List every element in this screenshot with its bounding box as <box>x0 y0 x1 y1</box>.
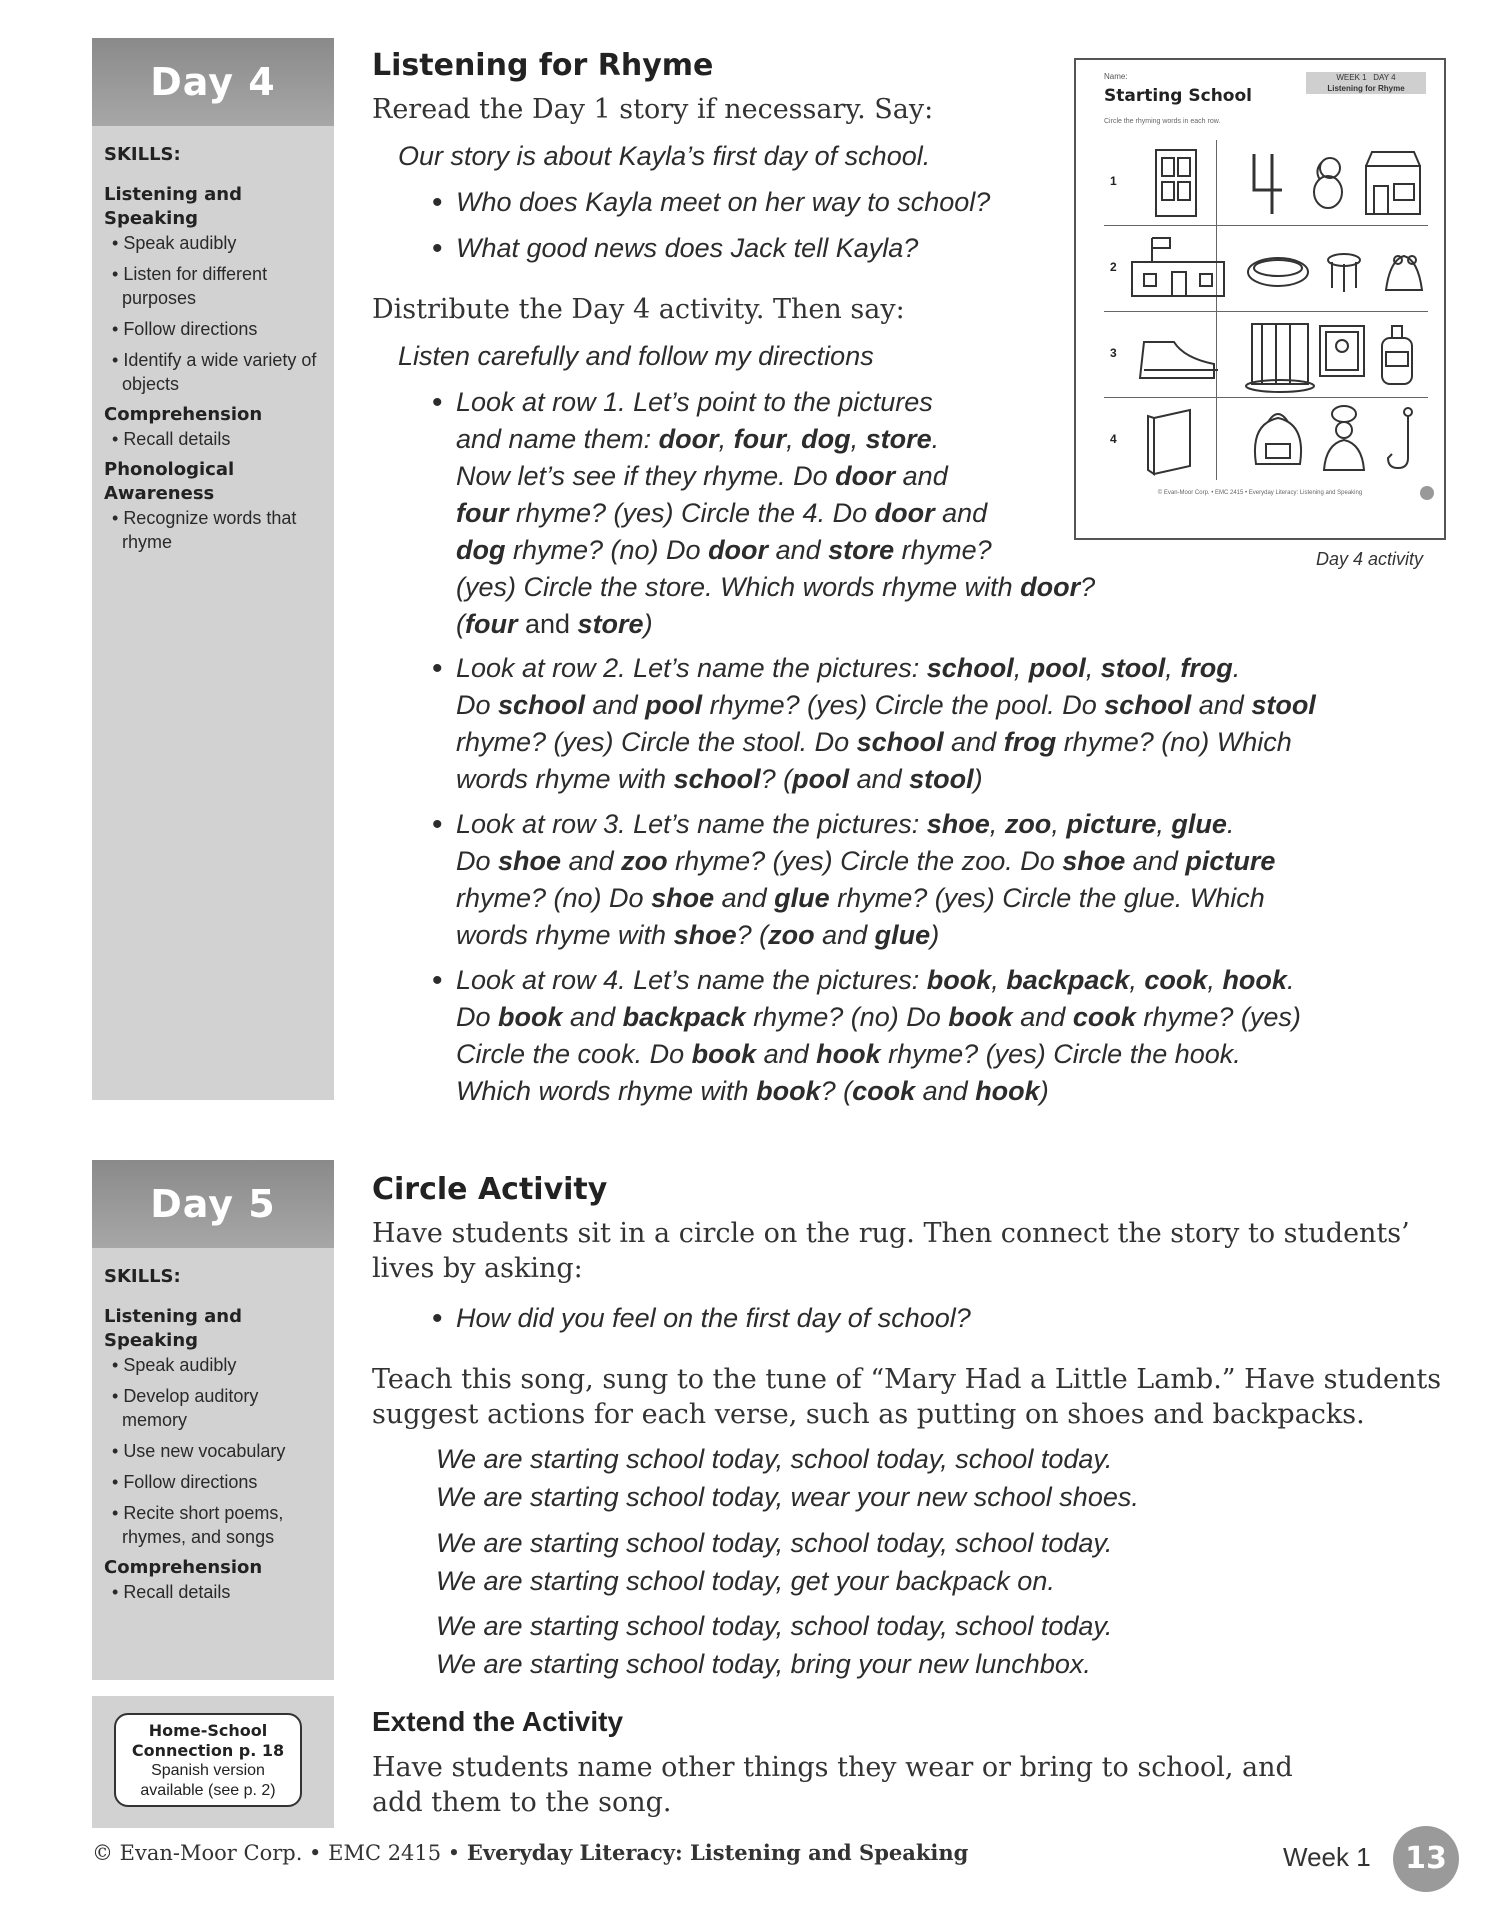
worksheet-caption: Day 4 activity <box>1316 549 1424 569</box>
extend-text: Have students name other things they wear or bring to school, and add them to the song. <box>372 1752 1293 1818</box>
worksheet-page-badge-icon <box>1420 486 1434 500</box>
book-icon <box>1148 410 1190 474</box>
day5-skills <box>92 1248 334 1621</box>
day4-question: • What good news does Jack tell Kayla? <box>428 230 918 267</box>
page-footer: © Evan-Moor Corp. • EMC 2415 • Everyday Literacy: Listening and Speaking <box>92 1840 969 1865</box>
worksheet-footer: © Evan-Moor Corp. • EMC 2415 • Everyday Literacy: Listening and Speaking <box>1157 490 1363 496</box>
row3-instructions: • Look at row 3. Let’s name the pictures: shoe, zoo, picture, glue. Do shoe and zoo rhyme? (yes) Circle the zoo. Do shoe and picture rhyme? (no) Do shoe and glue rhyme? (yes) Circle the glue. Which words rhyme with shoe? (zoo and glue) <box>428 806 1476 954</box>
store-icon <box>1366 152 1420 214</box>
skill-item: • Listen for different purposes <box>104 262 324 310</box>
day4-skills <box>92 126 334 571</box>
day5-teach: Teach this song, sung to the tune of “Mary Had a Little Lamb.” Have students suggest actions for each verse, such as putting on shoes and backpacks. <box>372 1364 1442 1430</box>
day5-question: • How did you feel on the first day of school? <box>428 1300 971 1337</box>
dog-icon <box>1314 158 1342 208</box>
skill-item: • Recite short poems, rhymes, and songs <box>104 1501 324 1549</box>
day4-header: Day 4 <box>92 38 334 126</box>
row2-pictures-icon <box>1104 226 1428 311</box>
worksheet-tag: WEEK 1 DAY 4 Listening for Rhyme <box>1306 72 1426 94</box>
worksheet-row: 2 <box>1104 226 1428 312</box>
row1-instructions: • Look at row 1. Let’s point to the pictures and name them: door, four, dog, store. Now let’s see if they rhyme. Do door and four rhyme? (yes) Circle the 4. Do door and dog rhyme? (no) Do door and store rhyme? (yes) Circle the store. Which words rhyme with door? (four and store) <box>428 384 1236 643</box>
frog-icon <box>1386 256 1422 290</box>
stool-icon <box>1328 254 1360 292</box>
day5-section-title: Circle Activity <box>372 1172 608 1207</box>
skill-item: • Develop auditory memory <box>104 1384 324 1432</box>
worksheet-title: Starting School <box>1104 86 1252 106</box>
song-verse-2: We are starting school today, school today, school today. We are starting school today, get your backpack on. <box>436 1528 1113 1596</box>
skill-item: • Recognize words that rhyme <box>104 506 324 554</box>
skills-label: SKILLS: <box>104 144 181 165</box>
day4-listen: Listen carefully and follow my directions <box>398 341 874 371</box>
song-verse-1: We are starting school today, school today, school today. We are starting school today, wear your new school shoes. <box>436 1444 1139 1512</box>
glue-icon <box>1382 326 1412 384</box>
skill-item: • Identify a wide variety of objects <box>104 348 324 396</box>
worksheet-name-label: Name: <box>1104 72 1128 81</box>
extend-title: Extend the Activity <box>372 1706 624 1737</box>
day4-section-title: Listening for Rhyme <box>372 48 714 83</box>
worksheet-directions: Circle the rhyming words in each row. <box>1104 118 1221 125</box>
skill-category: Comprehension <box>104 1557 263 1578</box>
hook-icon <box>1388 408 1412 468</box>
row4-pictures-icon <box>1104 398 1428 483</box>
page-number: 13 <box>1393 1826 1459 1892</box>
skill-item: • Follow directions <box>104 317 324 341</box>
song-verse-3: We are starting school today, school today, school today. We are starting school today, bring your new lunchbox. <box>436 1611 1113 1679</box>
skill-category: Phonological Awareness <box>104 459 235 504</box>
picture-icon <box>1320 326 1364 376</box>
door-icon <box>1156 150 1196 216</box>
home-school-note: Spanish version <box>151 1762 265 1779</box>
worksheet-row: 1 <box>1104 140 1428 226</box>
day4-sidebar <box>92 38 334 1100</box>
day5-intro: Have students sit in a circle on the rug. Then connect the story to students’ lives by asking: <box>372 1218 1410 1284</box>
four-icon <box>1254 154 1282 214</box>
day4-distribute: Distribute the Day 4 activity. Then say: <box>372 294 905 325</box>
week-label: Week 1 <box>1283 1842 1371 1872</box>
skill-item: • Speak audibly <box>104 1353 324 1377</box>
skill-item: • Recall details <box>104 427 324 451</box>
skill-item: • Follow directions <box>104 1470 324 1494</box>
skill-category: Listening and Speaking <box>104 184 242 229</box>
zoo-icon <box>1246 324 1314 392</box>
home-school-page: Connection p. 18 <box>131 1741 285 1760</box>
shoe-icon <box>1140 342 1218 378</box>
pool-icon <box>1248 258 1308 286</box>
cook-icon <box>1324 406 1364 470</box>
skills-label: SKILLS: <box>104 1266 181 1287</box>
worksheet-grid <box>1104 140 1428 480</box>
row2-instructions: • Look at row 2. Let’s name the pictures: school, pool, stool, frog. Do school and pool rhyme? (yes) Circle the pool. Do school and stool rhyme? (yes) Circle the stool. Do school and frog rhyme? (no) Which words rhyme with school? (pool and stool) <box>428 650 1476 798</box>
home-school-title: Home-School <box>148 1721 268 1740</box>
worksheet-row: 4 <box>1104 398 1428 483</box>
skill-item: • Recall details <box>104 1580 324 1604</box>
home-school-panel <box>92 1696 334 1828</box>
skill-item: • Use new vocabulary <box>104 1439 324 1463</box>
backpack-icon <box>1255 414 1301 464</box>
day4-intro: Reread the Day 1 story if necessary. Say: <box>372 94 934 125</box>
row1-pictures-icon <box>1104 140 1428 225</box>
row4-instructions: • Look at row 4. Let’s name the pictures: book, backpack, cook, hook. Do book and backpack rhyme? (no) Do book and cook rhyme? (yes) Circle the cook. Do book and hook rhyme? (yes) Circle the hook. Which words rhyme with book? (cook and hook) <box>428 962 1476 1110</box>
row3-pictures-icon <box>1104 312 1428 397</box>
day4-story-line: Our story is about Kayla’s first day of school. <box>398 141 931 171</box>
skill-item: • Speak audibly <box>104 231 324 255</box>
day4-activity-worksheet <box>1074 58 1446 540</box>
home-school-note: available (see p. 2) <box>140 1782 276 1799</box>
home-school-callout <box>114 1713 302 1807</box>
skill-category: Comprehension <box>104 404 263 425</box>
skill-category: Listening and Speaking <box>104 1306 242 1351</box>
day5-header: Day 5 <box>92 1160 334 1248</box>
school-icon <box>1132 238 1224 296</box>
day4-question: • Who does Kayla meet on her way to school? <box>428 184 990 221</box>
day5-sidebar <box>92 1160 334 1680</box>
worksheet-row: 3 <box>1104 312 1428 398</box>
